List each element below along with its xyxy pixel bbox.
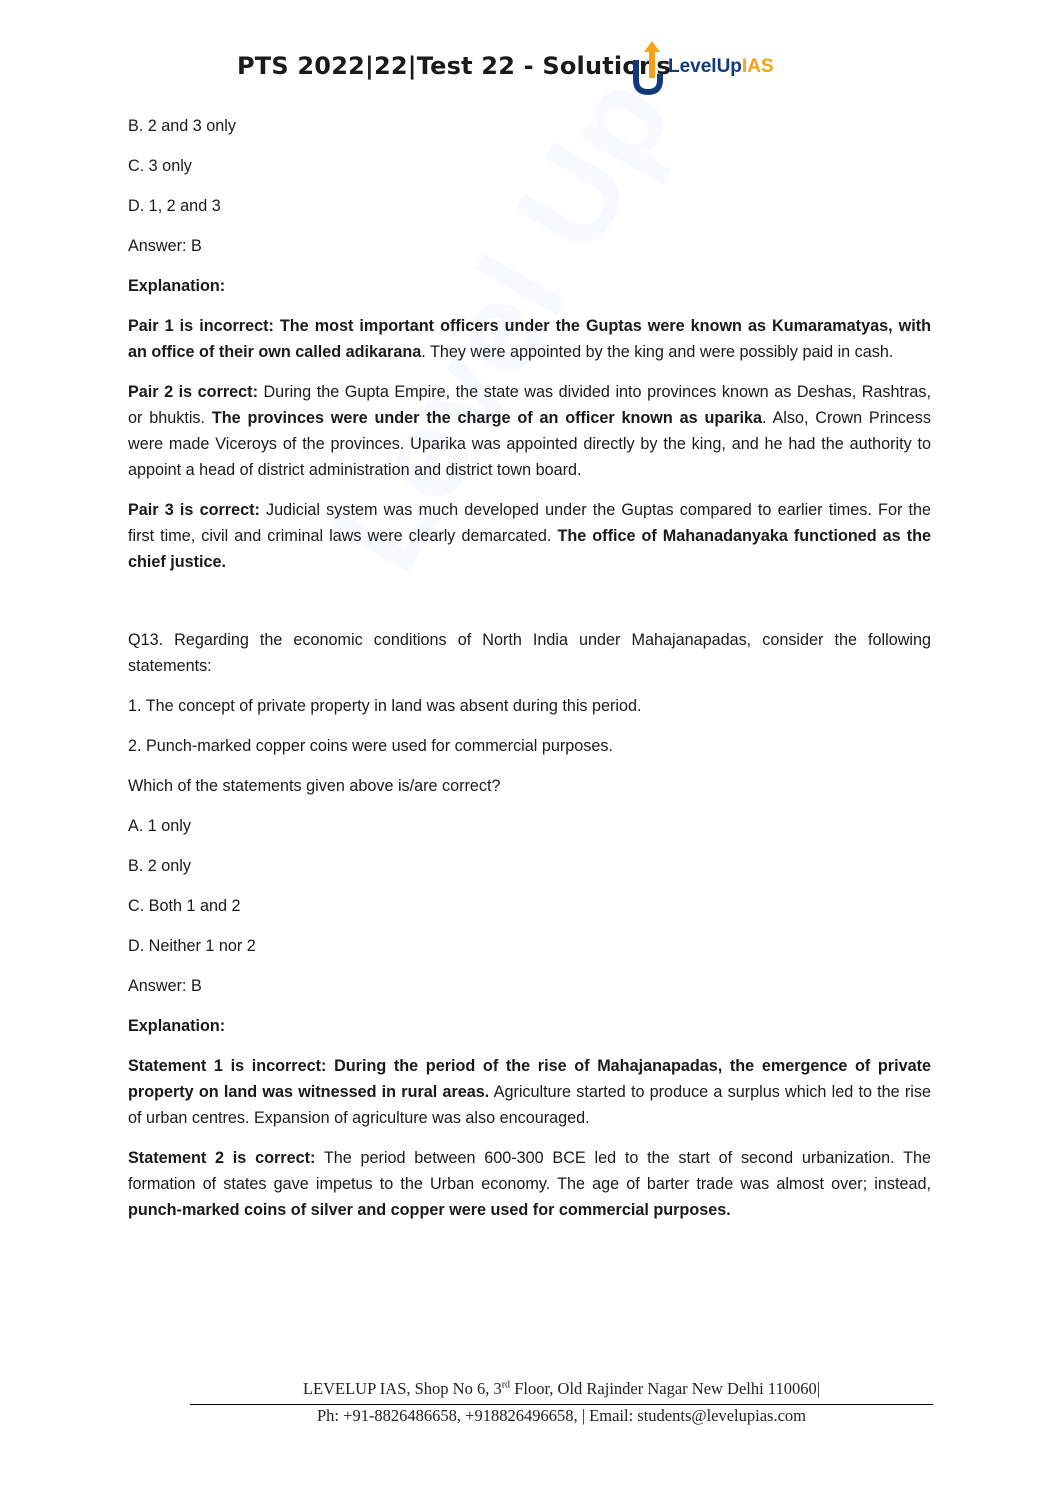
q13-question: Q13. Regarding the economic conditions of North India under Mahajanapadas, consider the following statements: <box>128 631 931 675</box>
pair-2-text2: . Also, Crown Princess were made Viceroys of the provinces. Uparika was appointed directly by the king, and he had the authority to appoint a head of district administration and district town board. <box>128 409 931 479</box>
s1-bold: During the period of the rise of Mahajanapadas, the emergence of private property on land was witnessed in rural areas. <box>128 1057 931 1101</box>
pair-1-explanation <box>128 313 931 365</box>
q13-option-b: B. 2 only <box>128 857 191 875</box>
document-body <box>128 113 931 1237</box>
logo-text <box>668 56 774 78</box>
s1-text: Agriculture started to produce a surplus which led to the rise of urban centres. Expansion of agriculture was also encouraged. <box>128 1083 931 1127</box>
q13-option-d: D. Neither 1 nor 2 <box>128 937 256 955</box>
q13-statement-2: 2. Punch-marked copper coins were used for commercial purposes. <box>128 737 613 755</box>
pair-3-text1: Judicial system was much developed under the Guptas compared to earlier times. For the first time, civil and criminal laws were clearly demarcated. <box>128 501 931 545</box>
pair-2-bold: The provinces were under the charge of an officer known as uparika <box>211 409 763 427</box>
pair-2-lead: Pair 2 is correct: <box>128 383 258 401</box>
page-title: PTS 2022|22|Test 22 - Solutions <box>237 52 671 80</box>
option-b: B. 2 and 3 only <box>128 117 236 135</box>
s2-text: The period between 600-300 BCE led to the start of second urbanization. The formation of states gave impetus to the Urban economy. The age of barter trade was almost over; instead, <box>128 1149 931 1193</box>
q13-statement-1: 1. The concept of private property in land was absent during this period. <box>128 697 642 715</box>
footer-address-part1: LEVELUP IAS, Shop No 6, 3 <box>302 1379 502 1398</box>
q13-option-a: A. 1 only <box>128 817 191 835</box>
q13-prompt: Which of the statements given above is/are correct? <box>128 777 501 795</box>
pair-2-text1: During the Gupta Empire, the state was divided into provinces known as Deshas, Rashtras, or bhuktis. <box>128 383 932 427</box>
option-d: D. 1, 2 and 3 <box>128 197 221 215</box>
s1-lead: Statement 1 is incorrect: <box>128 1057 327 1075</box>
s2-lead: Statement 2 is correct: <box>128 1149 316 1167</box>
pair-3-bold: The office of Mahanadanyaka functioned as the chief justice. <box>128 527 931 571</box>
pair-1-lead: Pair 1 is incorrect: The most important officers under the Guptas were known as Kumaramatyas, with an office of their own called adikarana <box>128 317 931 361</box>
q13-option-c: C. Both 1 and 2 <box>128 897 241 915</box>
answer: Answer: B <box>128 237 202 255</box>
footer-address-part2: Floor, Old Rajinder Nagar New Delhi 110060| <box>510 1379 821 1398</box>
q13-answer: Answer: B <box>128 977 202 995</box>
pair-3-lead: Pair 3 is correct: <box>128 501 260 519</box>
q13-statement-2-explanation <box>128 1145 931 1223</box>
q13-explanation-label-text: Explanation: <box>128 1017 226 1035</box>
pair-1-rest: . They were appointed by the king and were possibly paid in cash. <box>421 343 894 361</box>
s2-bold: punch-marked coins of silver and copper were used for commercial purposes. <box>128 1201 731 1219</box>
section-gap <box>128 589 931 627</box>
explanation-label-text: Explanation: <box>128 277 226 295</box>
explanation-label <box>128 273 931 299</box>
logo-text-main: LevelUp <box>668 56 742 77</box>
pair-3-explanation <box>128 497 931 575</box>
pair-2-explanation <box>128 379 931 483</box>
option-c: C. 3 only <box>128 157 192 175</box>
page-header <box>0 38 1058 98</box>
levelup-ias-logo <box>630 38 800 96</box>
footer-address-sup: rd <box>501 1379 511 1391</box>
logo-arrow-icon <box>630 38 670 96</box>
logo-text-accent: IAS <box>741 56 774 77</box>
q13-statement-1-explanation <box>128 1053 931 1131</box>
footer-address <box>190 1378 933 1400</box>
footer-contact: Ph: +91-8826486658, +918826496658, | Email: students@levelupias.com <box>317 1406 806 1425</box>
page-footer <box>190 1379 933 1425</box>
q13-explanation-label <box>128 1013 931 1039</box>
